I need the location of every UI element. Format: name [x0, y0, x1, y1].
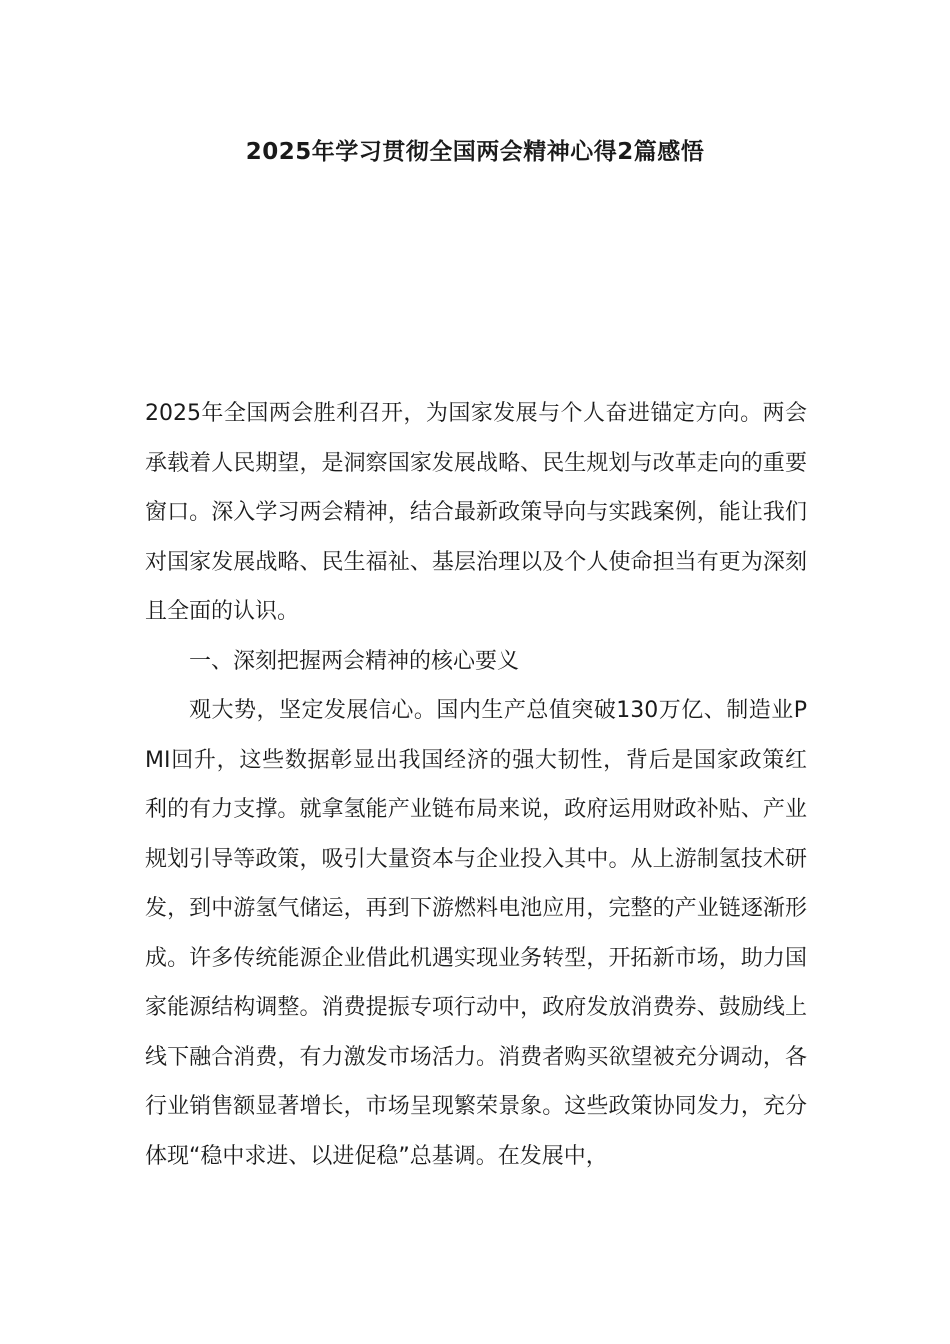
- document-body: [145, 389, 807, 1181]
- document-title: 2025年学习贯彻全国两会精神心得2篇感悟: [245, 139, 705, 165]
- section-heading: 一、深刻把握两会精神的核心要义: [189, 648, 520, 674]
- body-paragraph: 观大势，坚定发展信心。国内生产总值突破130万亿、制造业PMI回升，这些数据彰显出我国经济的强大韧性，背后是国家政策红利的有力支撑。就拿氢能产业链布局来说，政府运用财政补贴、产业规划引导等政策，吸引大量资本与企业投入其中。从上游制氢技术研发，到中游氢气储运，再到下游燃料电池应用，完整的产业链逐渐形成。许多传统能源企业借此机遇实现业务转型，开拓新市场，助力国家能源结构调整。消费提振专项行动中，政府发放消费券、鼓励线上线下融合消费，有力激发市场活力。消费者购买欲望被充分调动，各行业销售额显著增长，市场呈现繁荣景象。这些政策协同发力，充分体现“稳中求进、以进促稳”总基调。在发展中，: [145, 698, 807, 1169]
- intro-paragraph: 2025年全国两会胜利召开，为国家发展与个人奋进锚定方向。两会承载着人民期望，是洞察国家发展战略、民生规划与改革走向的重要窗口。深入学习两会精神，结合最新政策导向与实践案例，能让我们对国家发展战略、民生福祉、基层治理以及个人使命担当有更为深刻且全面的认识。: [145, 401, 807, 624]
